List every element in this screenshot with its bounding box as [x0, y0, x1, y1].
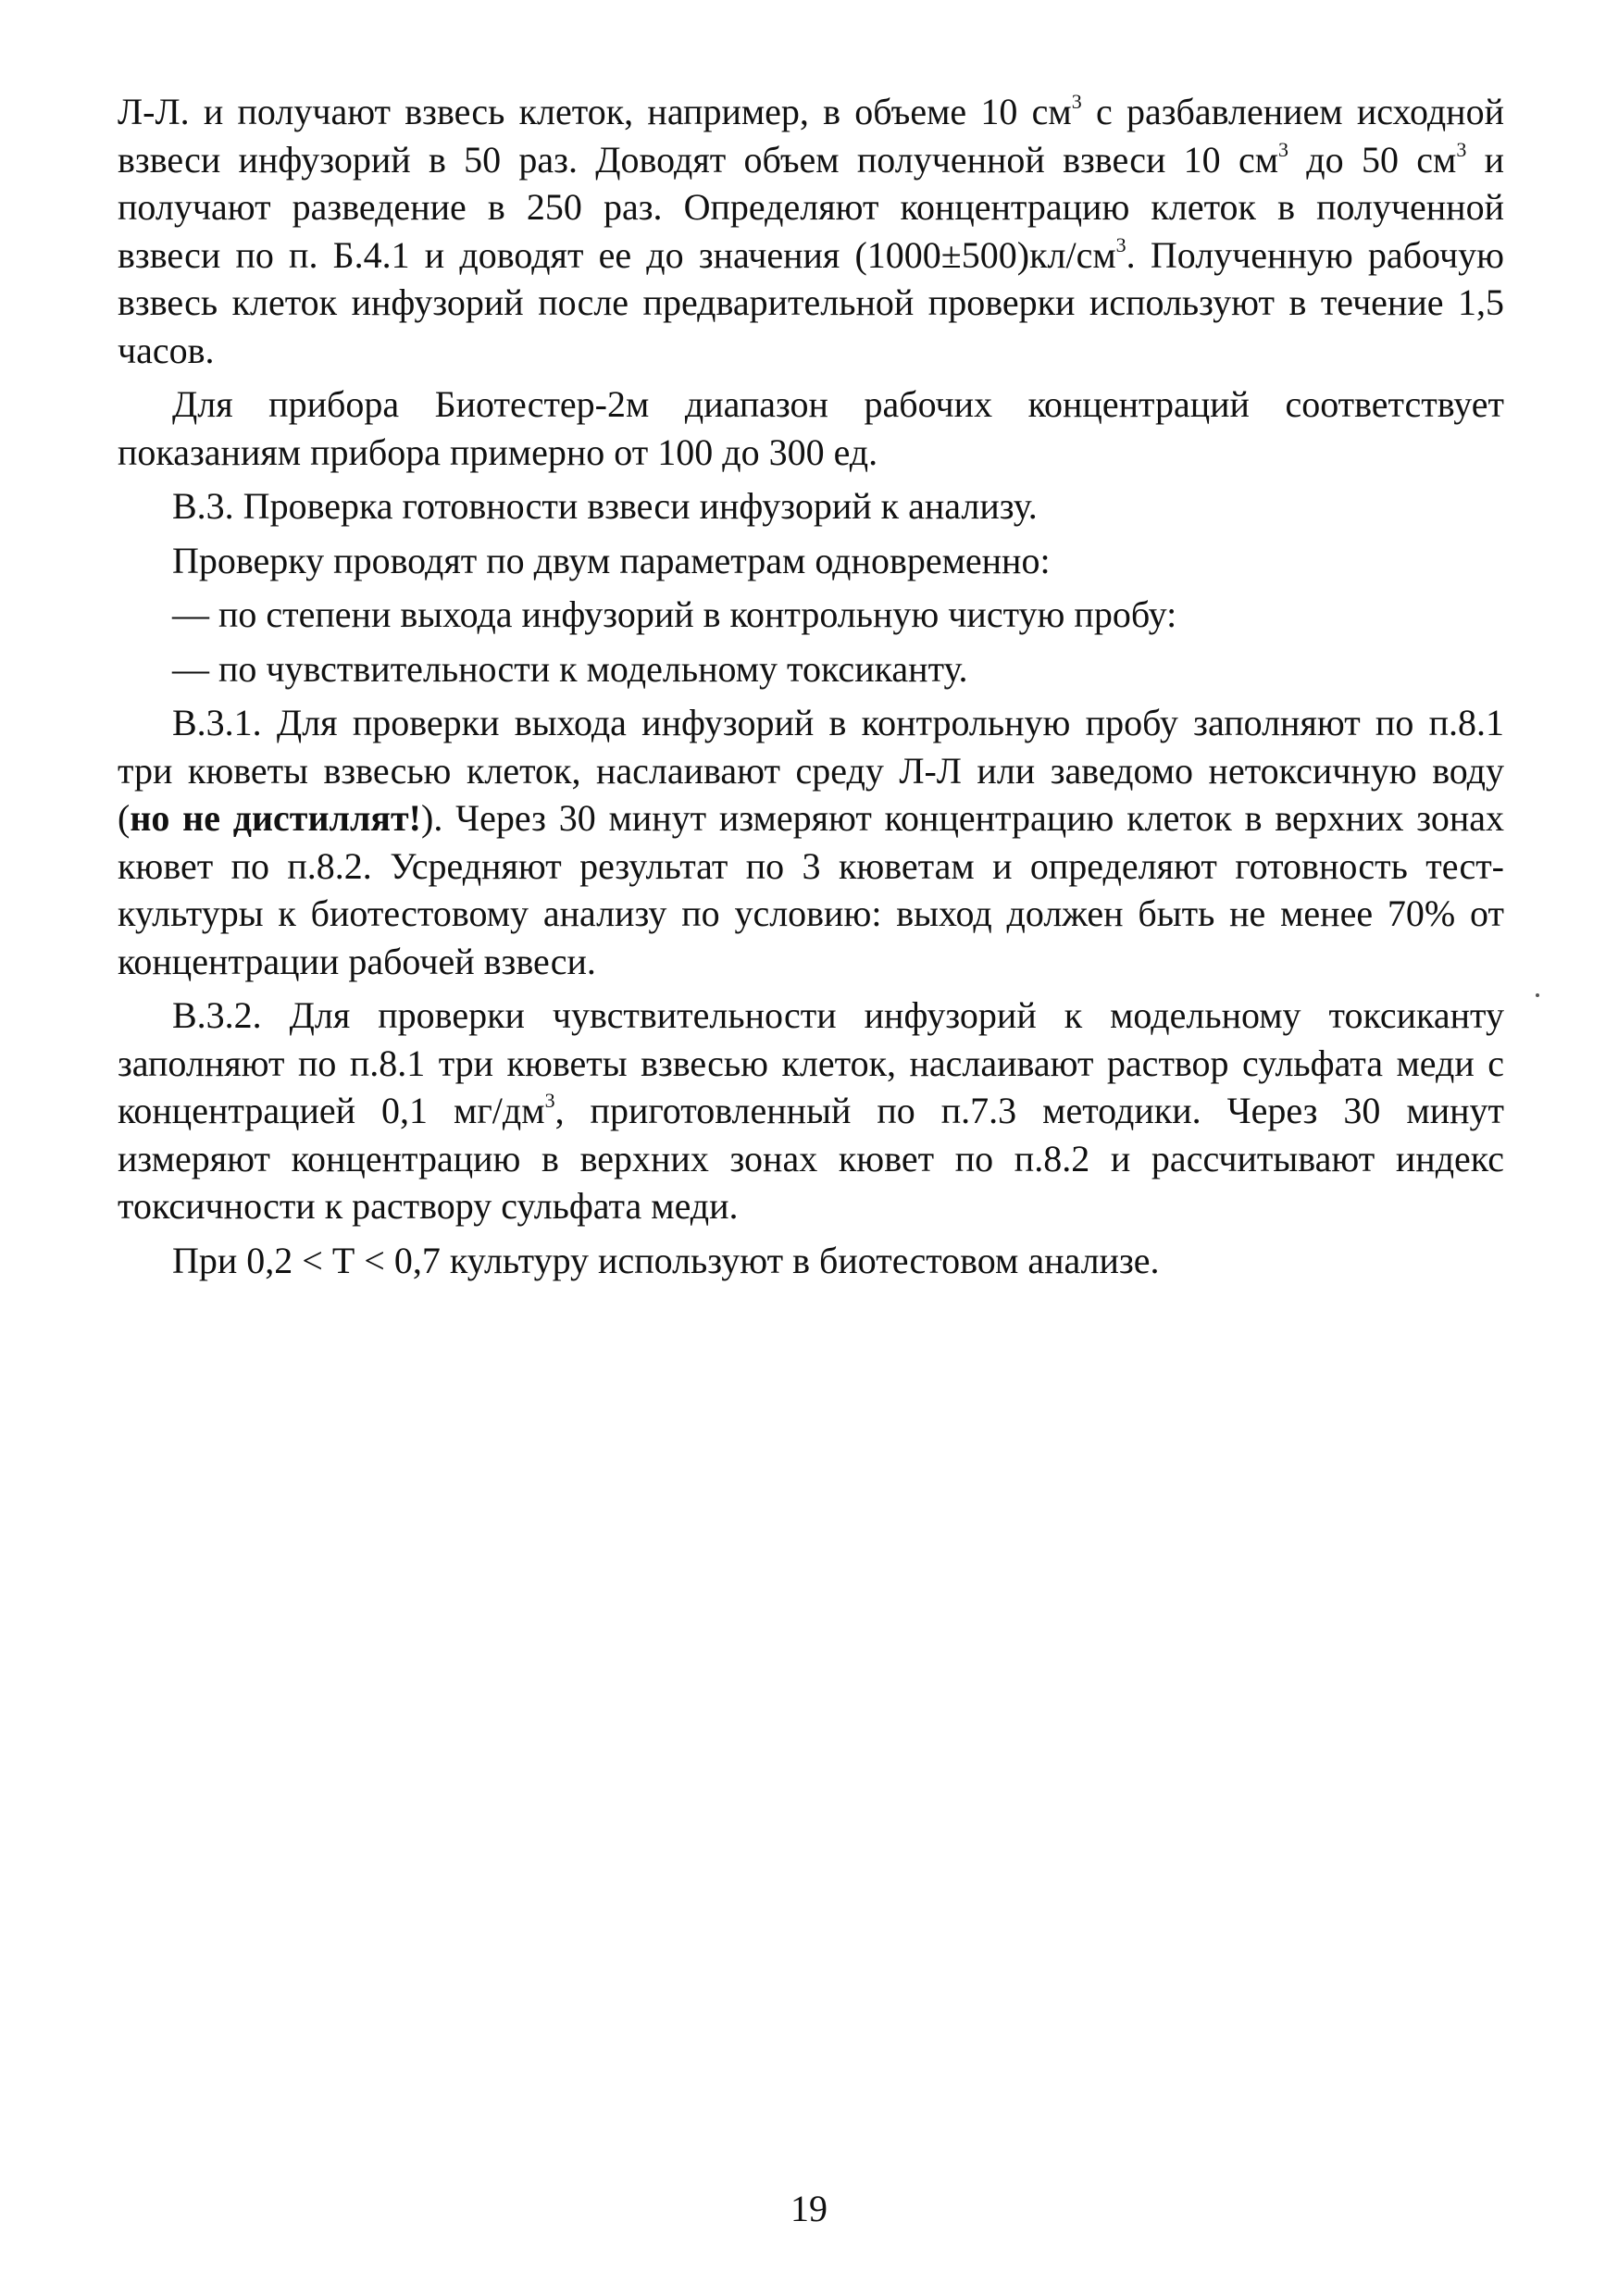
superscript: 3 [544, 1089, 555, 1112]
section-heading-b3: В.3. Проверка готовности взвеси инфузорий к анализу. [172, 485, 1038, 527]
list-item-output-degree: — по степени выхода инфузорий в контрольную чистую пробу: [172, 593, 1177, 635]
text-run: , приготовленный по п.7.3 методики. Через 30 минут измеряют концентрацию в верхних зонах кювет по п.8.2 и рассчитывают индекс токсичности к раствору сульфата меди. [118, 1090, 1504, 1227]
superscript: 3 [1071, 90, 1082, 113]
paragraph-check-parameters: Проверку проводят по двум параметрам одновременно: [172, 539, 1051, 581]
scan-speck [1536, 993, 1539, 997]
paragraph-b3-2 [118, 992, 1504, 1230]
superscript: 3 [1115, 232, 1126, 256]
paragraph-device-range: Для прибора Биотестер-2м диапазон рабочих концентраций соответствует показаниям прибора примерно от 100 до 300 ед. [118, 383, 1504, 473]
page-number: 19 [790, 2188, 828, 2229]
text-run: В.3.2. Для проверки чувствительности инфузорий к модельному токсиканту заполняют по п.8.1 три кюветы взвесью клеток, наслаивают раствор сульфата меди с концентрацией 0,1 мг/дм [118, 994, 1504, 1131]
text-run: до 50 см [1288, 138, 1457, 181]
text-run: . Полученную рабочую взвесь клеток инфузорий после предварительной проверки используют в течение 1,5 часов. [118, 233, 1504, 371]
paragraph-suspension-preparation [118, 88, 1504, 374]
text-run: с разбавлением исходной взвеси инфузорий в 50 раз. Доводят объем полученной взвеси 10 см [118, 91, 1504, 181]
superscript: 3 [1278, 137, 1289, 161]
text-run: ). Через 30 минут измеряют концентрацию клеток в верхних зонах кювет по п.8.2. Усредняют результат по 3 кюветам и определяют готовность тест-культуры к биотестовому анализу по условию: выход должен быть не менее 70% от концентрации рабочей взвеси. [118, 797, 1504, 982]
text-run: Л-Л. и получают взвесь клеток, например, в объеме 10 см [118, 91, 1072, 132]
paragraph-b3-1 [118, 699, 1504, 985]
text-run: В.3.1. Для проверки выхода инфузорий в контрольную пробу заполняют по п.8.1 три кюветы взвесью клеток, наслаивают среду Л-Л или заведомо нетоксичную воду ( [118, 702, 1504, 839]
superscript: 3 [1456, 137, 1467, 161]
bold-warning: но не дистиллят! [130, 797, 421, 839]
body-text [118, 88, 1504, 1291]
list-item-sensitivity: — по чувствительности к модельному токсиканту. [172, 647, 968, 690]
text-run: и получают разведение в 250 раз. Определяют концентрацию клеток в полученной взвеси по п. Б.4.1 и доводят ее до значения (1000±500)кл/см [118, 138, 1505, 276]
paragraph-toxicity-condition: При 0,2 < Т < 0,7 культуру используют в биотестовом анализе. [172, 1239, 1160, 1281]
